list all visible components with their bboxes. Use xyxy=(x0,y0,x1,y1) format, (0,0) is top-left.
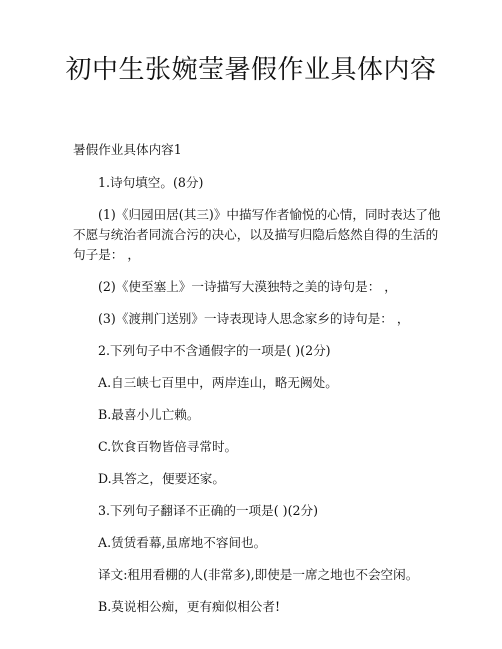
document-title: 初中生张婉莹暑假作业具体内容 xyxy=(65,55,437,85)
question-3-heading: 3.下列句子翻译不正确的一项是( )(2分) xyxy=(98,503,318,518)
question-1-item-2: (2)《使至塞上》一诗描写大漠独特之美的诗句是： ， xyxy=(98,279,397,294)
question-2-heading: 2.下列句子中不含通假字的一项是( )(2分) xyxy=(98,343,331,358)
document-body xyxy=(73,140,443,629)
question-2-option-b: B.最喜小儿亡赖。 xyxy=(98,407,200,422)
question-3-translation: 译文:租用看棚的人(非常多),即使是一席之地也不会空闲。 xyxy=(98,567,419,582)
question-1-heading: 1.诗句填空。(8分) xyxy=(98,175,204,190)
question-2-option-c: C.饮食百物皆倍寻常时。 xyxy=(98,439,238,454)
section-heading: 暑假作业具体内容1 xyxy=(73,142,182,157)
question-2-option-a: A.自三峡七百里中，两岸连山，略无阙处。 xyxy=(98,375,338,390)
question-3-option-b: B.莫说相公痴，更有痴似相公者! xyxy=(98,599,281,614)
question-1-item-3: (3)《渡荆门送别》一诗表现诗人思念家乡的诗句是： ， xyxy=(98,311,410,326)
question-2-option-d: D.具答之，便要还家。 xyxy=(98,471,225,486)
question-3-option-a: A.赁赁看幕,虽席地不容间也。 xyxy=(98,535,267,550)
question-1-item-1: (1)《归园田居(其三)》中描写作者愉悦的心情，同时表达了他不愿与统治者同流合污的决心，以及描写归隐后悠然自得的生活的句子是： ， xyxy=(73,207,441,262)
